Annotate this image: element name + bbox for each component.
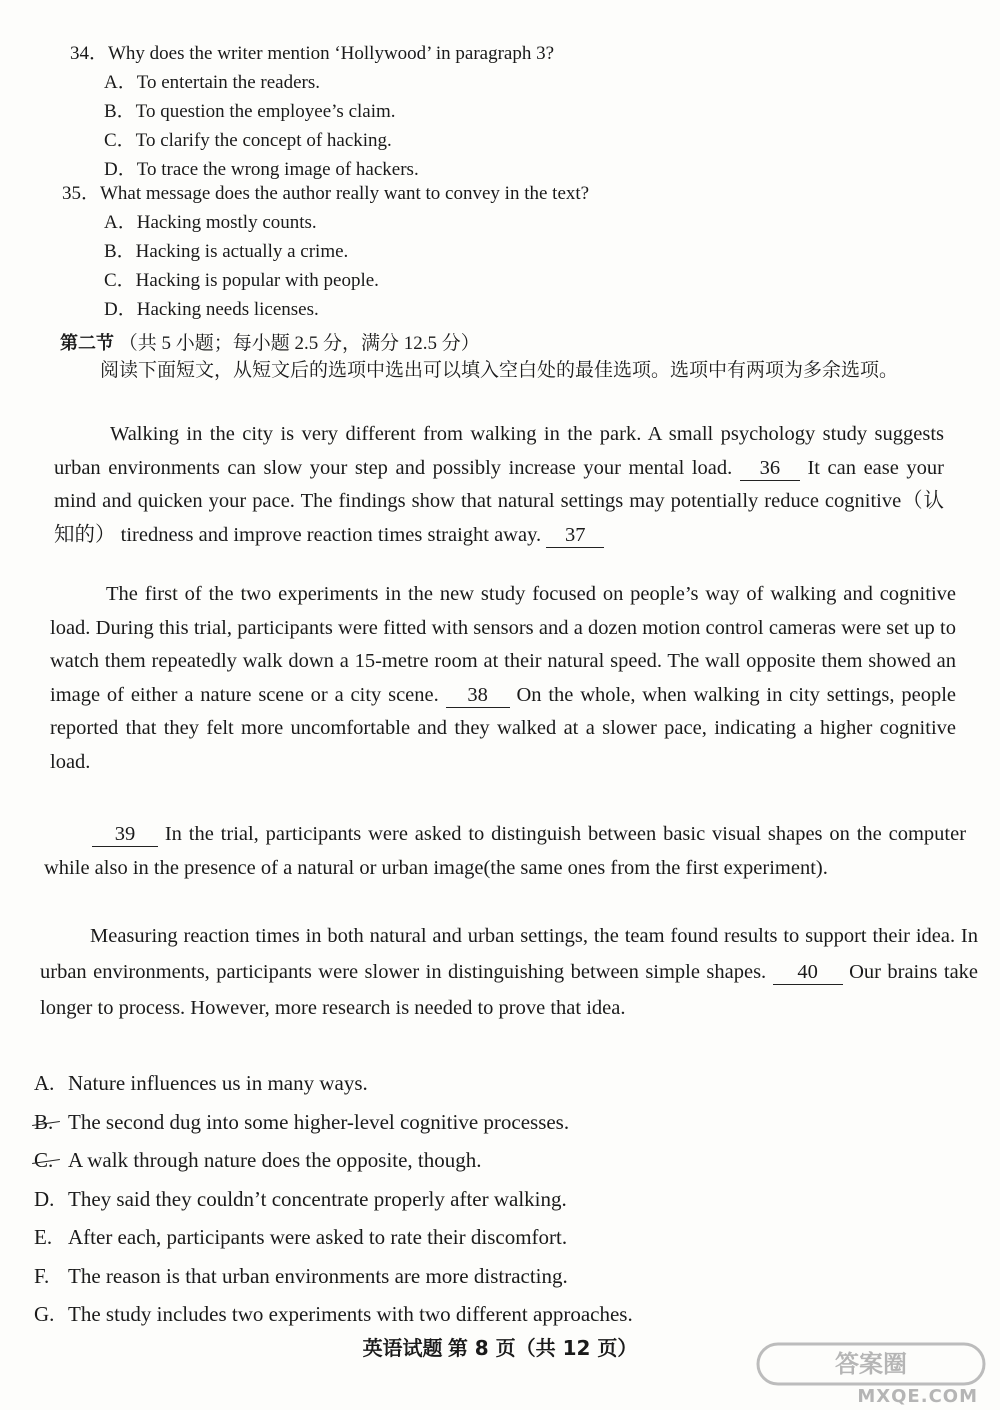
blank-40: 40 <box>773 960 843 985</box>
passage-text: Our brains take longer to process. However, more research is needed to prove that idea. <box>40 961 979 1019</box>
passage-text: In the trial, participants were asked to distinguish between basic visual shapes on the computer while also in the presence of a natural or urban image(the same ones from the first experiment). <box>44 823 967 879</box>
choice-e <box>34 1218 934 1257</box>
choice-letter-struck: B. <box>34 1103 68 1142</box>
passage-paragraph-3 <box>44 818 966 885</box>
watermark-logo <box>756 1342 986 1386</box>
question-35 <box>62 180 589 324</box>
option-c: C．Hacking is popular with people. <box>104 270 379 291</box>
question-34 <box>70 40 554 184</box>
choice-letter: A. <box>34 1071 55 1095</box>
option-d: D．Hacking needs licenses. <box>104 299 319 320</box>
option-b: B．To question the employee’s claim. <box>104 101 396 122</box>
choice-f <box>34 1257 934 1296</box>
blank-39: 39 <box>92 822 158 847</box>
choice-text: A walk through nature does the opposite, though. <box>68 1148 482 1172</box>
choice-text: After each, participants were asked to rate their discomfort. <box>68 1225 568 1249</box>
option-d: D．To trace the wrong image of hackers. <box>104 159 419 180</box>
answer-choices <box>34 1064 934 1334</box>
section-heading <box>60 328 480 355</box>
choice-c <box>34 1141 934 1180</box>
passage-paragraph-2 <box>50 578 956 779</box>
choice-d <box>34 1180 934 1219</box>
choice-a <box>34 1064 934 1103</box>
passage-paragraph-4 <box>40 918 978 1026</box>
footer-page-number: 第 8 页（共 12 页） <box>447 1336 638 1360</box>
choice-text: They said they couldn’t concentrate properly after walking. <box>68 1186 567 1211</box>
option-c: C．To clarify the concept of hacking. <box>104 130 392 151</box>
choice-letter: F. <box>34 1263 50 1288</box>
option-a: A．To entertain the readers. <box>104 72 321 93</box>
passage-text: The first of the two experiments in the new study focused on people’s way of walking and cognitive load. During this trial, participants were fitted with sensors and a dozen motion control cameras were set up to watch them repeatedly walk down a 15-metre room at their natural speed. The wall opposite them showed an image of either a nature scene or a city scene. <box>50 583 956 706</box>
section-note: （共 5 小题；每小题 2.5 分，满分 12.5 分） <box>118 333 480 354</box>
passage-text: On the whole, when walking in city settings, people reported that they felt more uncomfortable and they walked at a slower pace, indicating a higher cognitive load. <box>50 683 957 773</box>
passage-text: It can ease your mind and quicken your pace. The findings show that natural settings may potentially reduce cognitive（认知的） tiredness and improve reaction times straight away. <box>54 456 944 546</box>
choice-text: The reason is that urban environments are more distracting. <box>68 1263 568 1288</box>
watermark-logo-text: 答案圈 <box>835 1350 907 1378</box>
option-b: B．Hacking is actually a crime. <box>104 241 349 262</box>
option-a: A．Hacking mostly counts. <box>104 212 317 233</box>
choice-text: The study includes two experiments with two different approaches. <box>68 1302 633 1326</box>
footer-subject: 英语试题 <box>362 1336 443 1360</box>
passage-text: Walking in the city is very different from walking in the park. A small psychology study suggests urban environments can slow your step and possibly increase your mental load. <box>54 423 944 479</box>
section-title: 第二节 <box>60 333 114 354</box>
blank-38: 38 <box>446 683 510 708</box>
choice-letter-struck: C. <box>34 1141 68 1180</box>
choice-g <box>34 1295 934 1334</box>
choice-b <box>34 1103 934 1142</box>
choice-letter: D. <box>34 1186 55 1211</box>
section-instruction: 阅读下面短文，从短文后的选项中选出可以填入空白处的最佳选项。选项中有两项为多余选项。 <box>100 360 899 381</box>
choice-text: The second dug into some higher-level cognitive processes. <box>68 1109 570 1134</box>
question-stem: 34．Why does the writer mention ‘Hollywood’ in paragraph 3? <box>70 43 555 64</box>
choice-letter: E. <box>34 1225 53 1249</box>
question-stem: 35．What message does the author really want to convey in the text? <box>62 183 590 204</box>
passage-text: Measuring reaction times in both natural and urban settings, the team found results to support their idea. In urban environments, participants were slower in distinguishing between simple shapes. <box>40 925 978 983</box>
choice-text: Nature influences us in many ways. <box>68 1071 368 1095</box>
blank-37: 37 <box>546 523 604 548</box>
choice-letter: G. <box>34 1302 55 1326</box>
watermark-site: MXQE.COM <box>857 1386 978 1407</box>
passage-paragraph-1 <box>54 418 944 552</box>
blank-36: 36 <box>740 456 800 481</box>
